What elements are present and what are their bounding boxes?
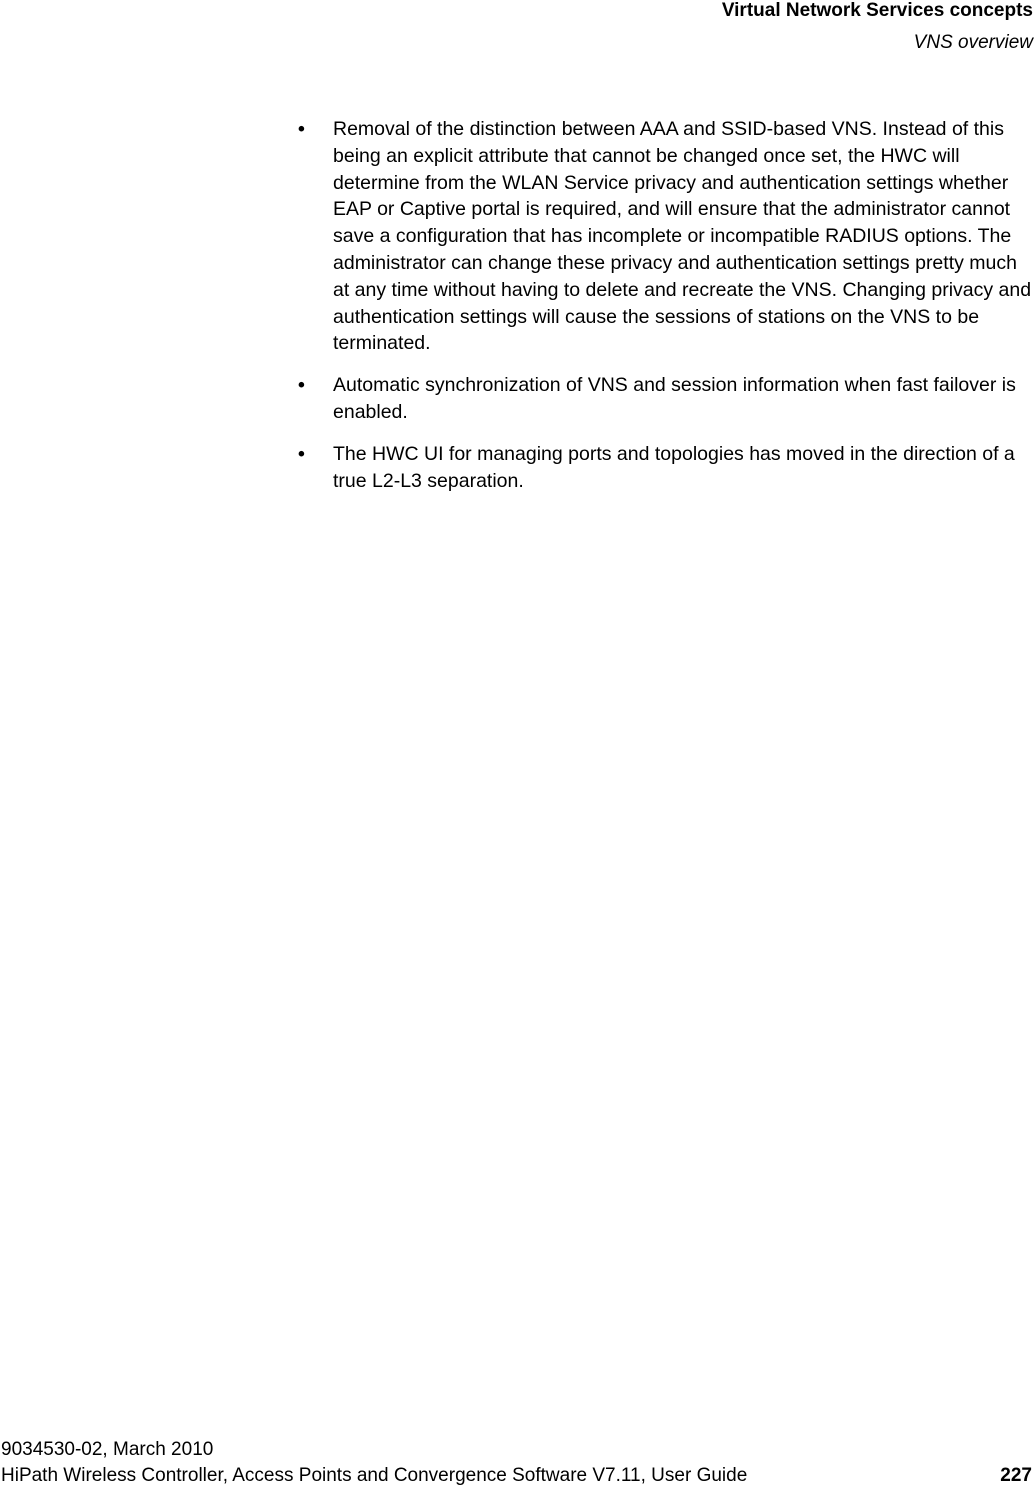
bullet-item (298, 372, 1035, 426)
page-footer (0, 1438, 1035, 1490)
bullet-text: The HWC UI for managing ports and topologies has moved in the direction of a true L2-L3 separation. (333, 442, 1015, 492)
bullet-icon: • (298, 442, 305, 465)
bullet-item (298, 116, 1035, 357)
document-title: HiPath Wireless Controller, Access Points and Convergence Software V7.11, User Guide (1, 1465, 748, 1486)
bullet-text: Automatic synchronization of VNS and session information when fast failover is enabled. (333, 374, 1016, 423)
feature-bullet-list (298, 116, 1035, 509)
bullet-item (298, 441, 1035, 495)
running-header (722, 0, 1033, 54)
document-id: 9034530-02, March 2010 (1, 1439, 214, 1460)
chapter-title: Virtual Network Services concepts (721, 0, 1033, 21)
page-number: 227 (1000, 1465, 1032, 1486)
section-title: VNS overview (913, 32, 1033, 53)
footer-row (0, 1462, 1035, 1490)
bullet-icon: • (298, 118, 305, 140)
bullet-text: Removal of the distinction between AAA and SSID-based VNS. Instead of this being an explicit attribute that cannot be changed once set, the HWC will determine from the WLAN Service privacy and authentication settings whether EAP or Captive portal is required, and will ensure that the administrator cannot save a configuration that has incomplete or incompatible RADIUS options. The administrator can change these privacy and authentication settings pretty much at any time without having to delete and recreate the VNS. Changing privacy and authentication settings will cause the sessions of stations on the VNS to be terminated. (333, 118, 1032, 355)
bullet-icon: • (298, 374, 305, 397)
